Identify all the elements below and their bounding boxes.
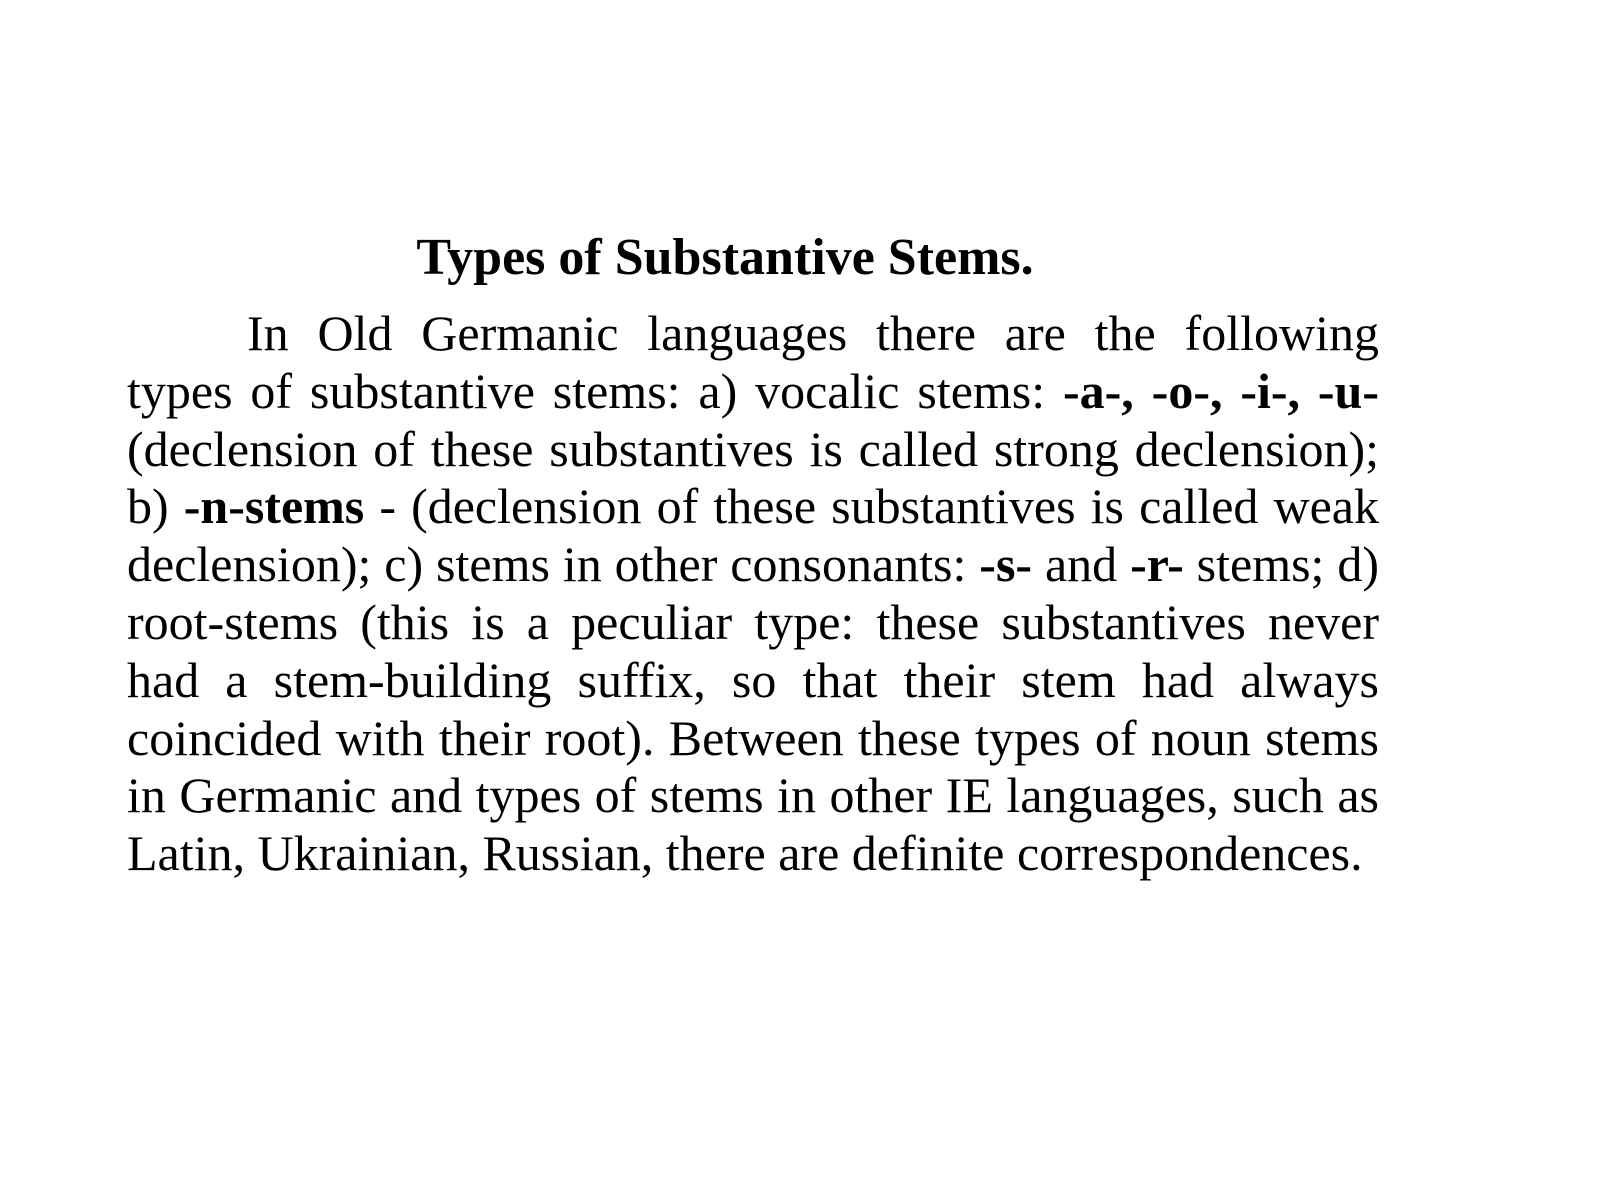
s-stem-term: -s- (979, 536, 1033, 593)
vocalic-stems-term: -a-, -o-, -i-, -u- (1063, 362, 1379, 419)
text-segment: - (declension of these substantives is called weak declension); c) stems in other consonants: (127, 478, 1380, 593)
r-stem-term: -r- (1130, 536, 1184, 593)
n-stems-term: -n-stems (183, 478, 365, 535)
text-segment: and (1032, 536, 1131, 593)
body-paragraph (127, 305, 1379, 883)
text-segment: stems; d) root-stems (this is a peculiar type: these substantives never had a stem-building suffix, so that their stem had always coincided with their root). Between these types of noun stems in Germanic and types of stems in other IE languages, such as Latin, Ukrainian, Russian, there are definite correspondences. (127, 536, 1379, 882)
text-segment: (declension of these substantives is called strong declension); b) (127, 420, 1379, 535)
text-segment: In Old Germanic languages there are the following types of substantive stems: a) vocalic stems: (127, 305, 1379, 419)
slide-title: Types of Substantive Stems. (416, 229, 1034, 286)
